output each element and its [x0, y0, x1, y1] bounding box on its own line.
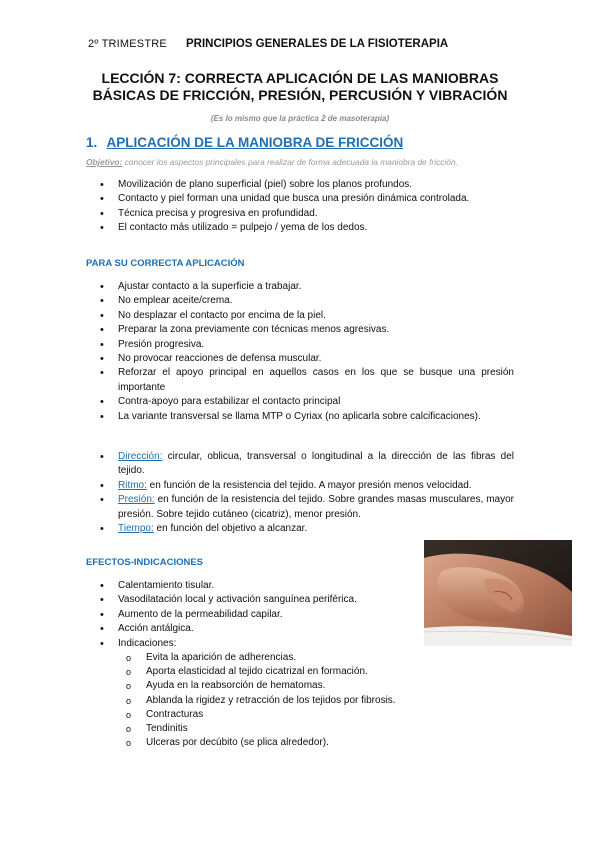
list-item: o Contracturas	[118, 708, 498, 722]
list-item: • No emplear aceite/crema.	[88, 294, 514, 308]
list-item: • Calentamiento tisular.	[88, 579, 418, 593]
list-item: • Movilización de plano superficial (piel) sobre los planos profundos.	[88, 178, 528, 192]
massage-photo-illustration	[424, 540, 572, 646]
list-item: • Preparar la zona previamente con técnicas menos agresivas.	[88, 323, 514, 337]
direction-label: Dirección:	[118, 451, 163, 462]
objective-text: conocer los aspectos principales para realizar de forma adecuada la maniobra de fricción.	[122, 157, 458, 167]
time-label: Tiempo:	[118, 523, 154, 535]
rhythm-text: en función de la resistencia del tejido. A mayor presión menos velocidad.	[146, 479, 472, 491]
list-item: • Contacto y piel forman una unidad que busca una presión dinámica controlada.	[88, 192, 528, 206]
direction-text: circular, oblicua, transversal o longitudinal a la dirección de las fibras del tejido.	[118, 451, 514, 477]
list-item: o Tendinitis	[118, 722, 498, 736]
param-pressure	[88, 493, 514, 522]
correct-application-bullets	[88, 280, 514, 424]
objective	[86, 157, 458, 167]
param-rhythm	[88, 479, 514, 493]
list-item: o Evita la aparición de adherencias.	[118, 651, 498, 665]
list-item: • Aumento de la permeabilidad capilar.	[88, 608, 418, 622]
list-item: o Ayuda en la reabsorción de hematomas.	[118, 679, 498, 693]
indications-list	[118, 651, 498, 750]
correct-application-heading: PARA SU CORRECTA APLICACIÓN	[86, 258, 245, 269]
page-header	[88, 38, 448, 50]
param-time	[88, 522, 514, 536]
list-item: • No provocar reacciones de defensa muscular.	[88, 352, 514, 366]
list-item: • Indicaciones:	[88, 637, 418, 651]
list-item: • Vasodilatación local y activación sanguínea periférica.	[88, 593, 418, 607]
pressure-text: en función de la resistencia del tejido. Sobre grandes masas musculares, mayor presión. Sobre tejido cutáneo (cicatriz), menor presión.	[118, 494, 514, 520]
list-item: • Técnica precisa y progresiva en profundidad.	[88, 207, 528, 221]
list-item: • Contra-apoyo para estabilizar el contacto principal	[88, 395, 514, 409]
list-item: • Reforzar el apoyo principal en aquellos casos en los que se busque una presión importante	[88, 366, 514, 395]
objective-label: Objetivo:	[86, 157, 123, 167]
list-item: o Ulceras por decúbito (se plica alrededor).	[118, 736, 498, 750]
lesson-title-line1: LECCIÓN 7: CORRECTA APLICACIÓN DE LAS MANIOBRAS	[101, 70, 499, 86]
lesson-subtitle: (Es lo mismo que la práctica 2 de masoterapia)	[210, 114, 390, 123]
effects-bullets	[88, 579, 418, 651]
lesson-title-line2: BÁSICAS DE FRICCIÓN, PRESIÓN, PERCUSIÓN Y VIBRACIÓN	[92, 87, 508, 103]
section1-bullets	[88, 178, 528, 236]
param-direction	[88, 450, 514, 479]
list-item: • La variante transversal se llama MTP o Cyriax (no aplicarla sobre calcificaciones).	[88, 410, 514, 424]
list-item: o Aporta elasticidad al tejido cicatrizal en formación.	[118, 665, 498, 679]
section1-number: 1.	[86, 135, 98, 150]
list-item: • No desplazar el contacto por encima de la piel.	[88, 309, 514, 323]
list-item: • Ajustar contacto a la superficie a trabajar.	[88, 280, 514, 294]
list-item: • El contacto más utilizado = pulpejo / yema de los dedos.	[88, 221, 528, 235]
rhythm-label: Ritmo:	[118, 479, 147, 491]
lesson-title	[60, 70, 540, 104]
list-item: • Presión progresiva.	[88, 338, 514, 352]
pressure-label: Presión:	[118, 494, 155, 506]
list-item: o Ablanda la rigidez y retracción de los tejidos por fibrosis.	[118, 694, 498, 708]
friction-massage-photo	[424, 540, 572, 646]
list-item: • Acción antálgica.	[88, 622, 418, 636]
subject-title: PRINCIPIOS GENERALES DE LA FISIOTERAPIA	[186, 38, 449, 50]
time-text: en función del objetivo a alcanzar.	[153, 523, 308, 535]
section1-heading	[86, 135, 403, 150]
effects-heading: EFECTOS-INDICACIONES	[86, 557, 204, 568]
trimester-label: 2º TRIMESTRE	[88, 38, 167, 50]
section1-heading-text: APLICACIÓN DE LA MANIOBRA DE FRICCIÓN	[106, 135, 404, 150]
parameters-list	[88, 450, 514, 536]
